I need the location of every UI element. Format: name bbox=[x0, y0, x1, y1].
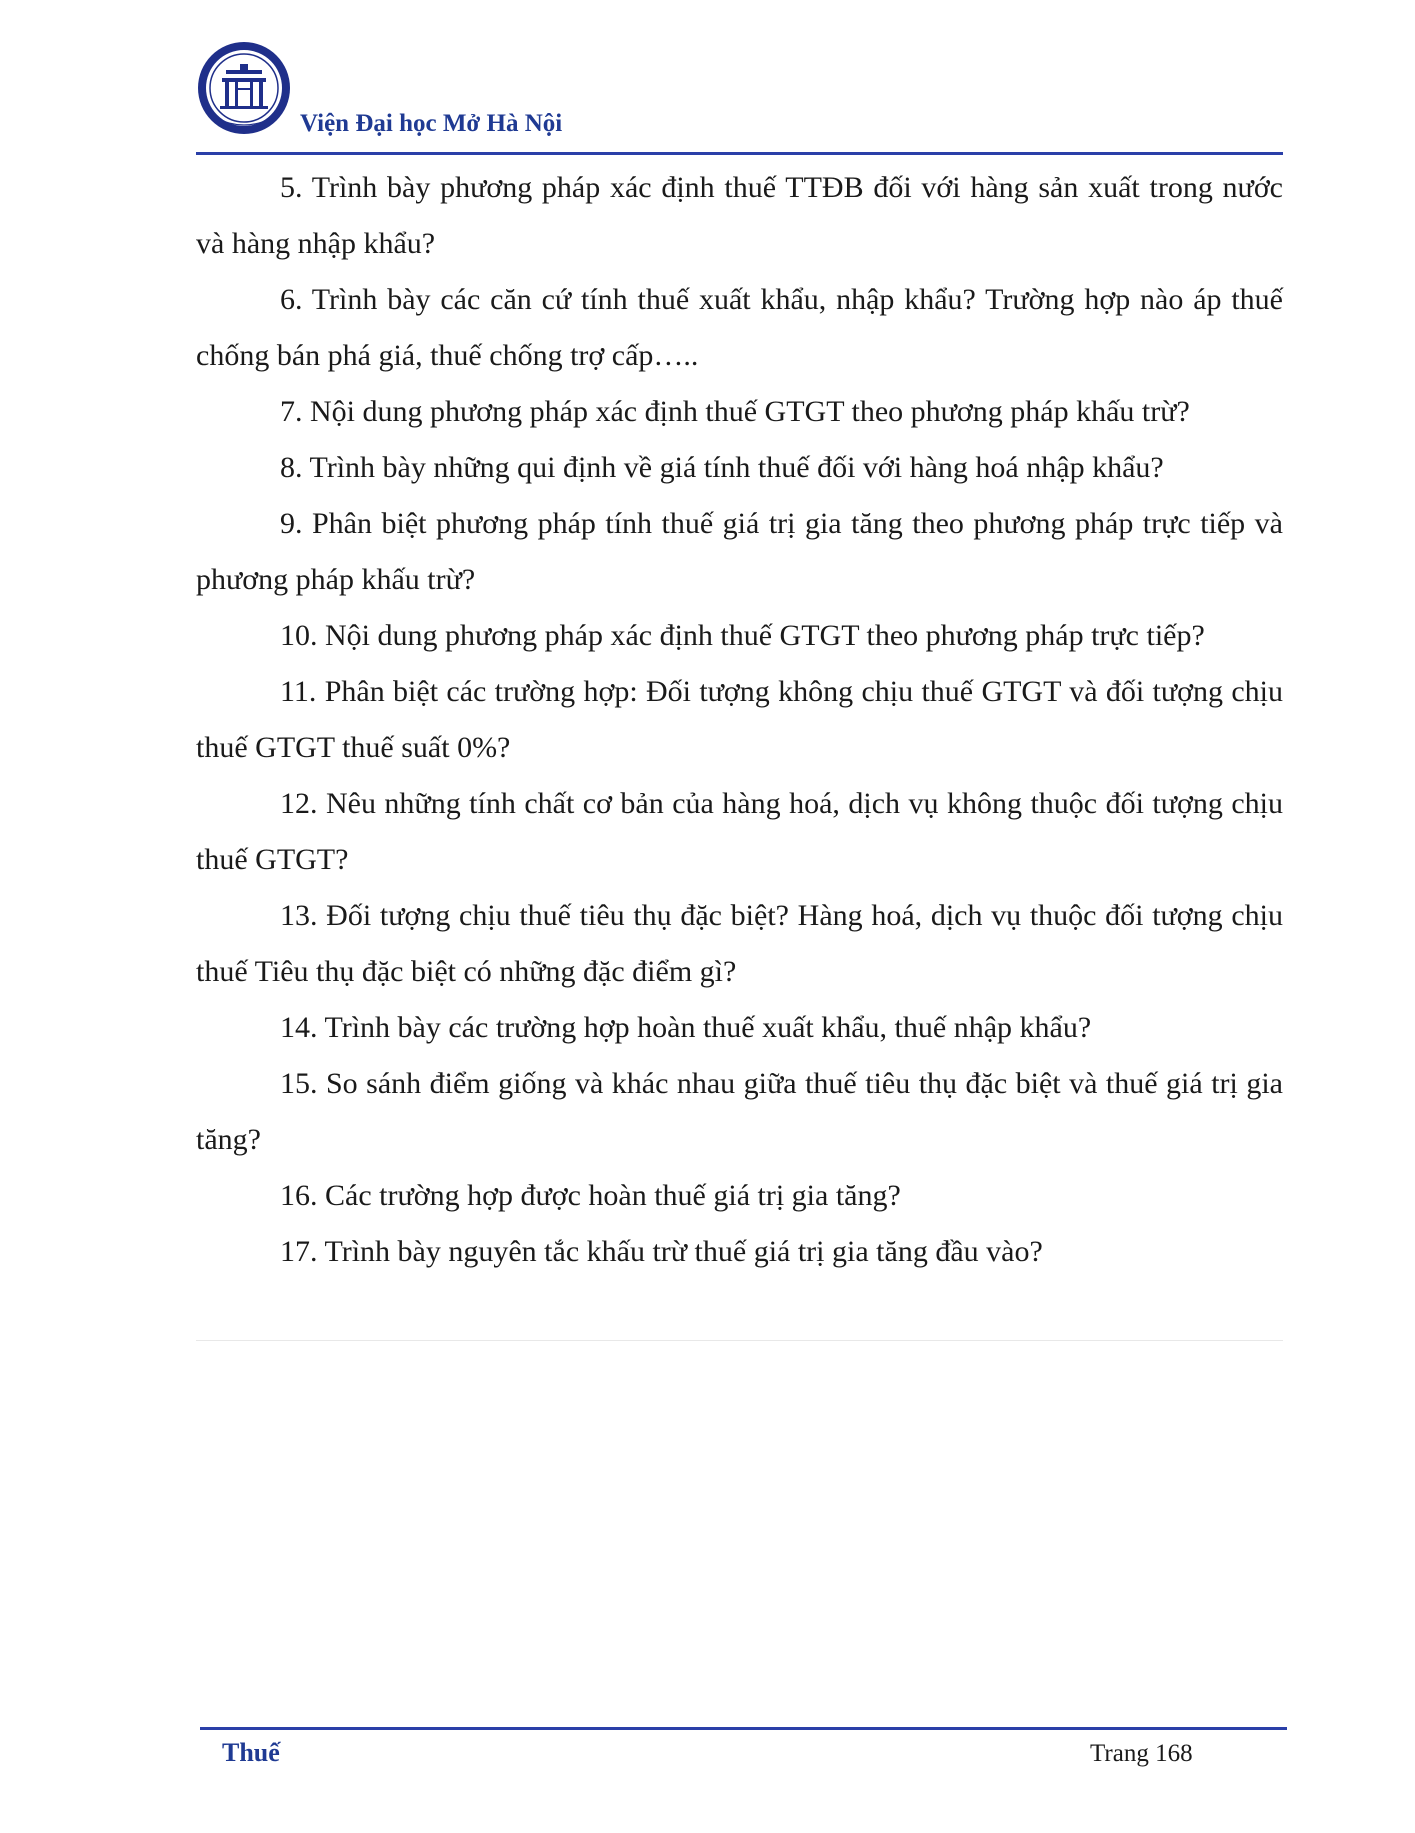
footer-divider bbox=[200, 1727, 1287, 1730]
question-item: 10. Nội dung phương pháp xác định thuế GTGT theo phương pháp trực tiếp? bbox=[280, 619, 1205, 652]
university-seal-icon bbox=[196, 40, 292, 136]
question-list bbox=[196, 160, 1283, 1280]
question-item: 14. Trình bày các trường hợp hoàn thuế xuất khẩu, thuế nhập khẩu? bbox=[280, 1011, 1092, 1044]
question-item: 8. Trình bày những qui định về giá tính thuế đối với hàng hoá nhập khẩu? bbox=[280, 451, 1164, 484]
question-item: 17. Trình bày nguyên tắc khấu trừ thuế giá trị gia tăng đầu vào? bbox=[280, 1235, 1043, 1268]
question-item: 13. Đối tượng chịu thuế tiêu thụ đặc biệt? Hàng hoá, dịch vụ thuộc đối tượng chịu thuế Tiêu thụ đặc biệt có những đặc điểm gì? bbox=[196, 899, 1283, 988]
header-divider bbox=[196, 152, 1283, 155]
question-item: 12. Nêu những tính chất cơ bản của hàng hoá, dịch vụ không thuộc đối tượng chịu thuế GTGT? bbox=[196, 787, 1283, 876]
question-item: 6. Trình bày các căn cứ tính thuế xuất khẩu, nhập khẩu? Trường hợp nào áp thuế chống bán phá giá, thuế chống trợ cấp….. bbox=[196, 283, 1283, 372]
question-item: 15. So sánh điểm giống và khác nhau giữa thuế tiêu thụ đặc biệt và thuế giá trị gia tăng? bbox=[196, 1067, 1283, 1156]
question-item: 16. Các trường hợp được hoàn thuế giá trị gia tăng? bbox=[280, 1179, 901, 1212]
page-number: Trang 168 bbox=[1090, 1740, 1193, 1767]
question-item: 5. Trình bày phương pháp xác định thuế TTĐB đối với hàng sản xuất trong nước và hàng nhập khẩu? bbox=[196, 171, 1283, 260]
institute-name: Viện Đại học Mở Hà Nội bbox=[300, 110, 563, 137]
question-item: 11. Phân biệt các trường hợp: Đối tượng không chịu thuế GTGT và đối tượng chịu thuế GTGT thuế suất 0%? bbox=[196, 675, 1283, 764]
question-item: 7. Nội dung phương pháp xác định thuế GTGT theo phương pháp khấu trừ? bbox=[280, 395, 1190, 428]
footer-subject: Thuế bbox=[222, 1738, 280, 1767]
content-end-divider bbox=[196, 1340, 1283, 1341]
question-item: 9. Phân biệt phương pháp tính thuế giá trị gia tăng theo phương pháp trực tiếp và phương pháp khấu trừ? bbox=[196, 507, 1283, 596]
